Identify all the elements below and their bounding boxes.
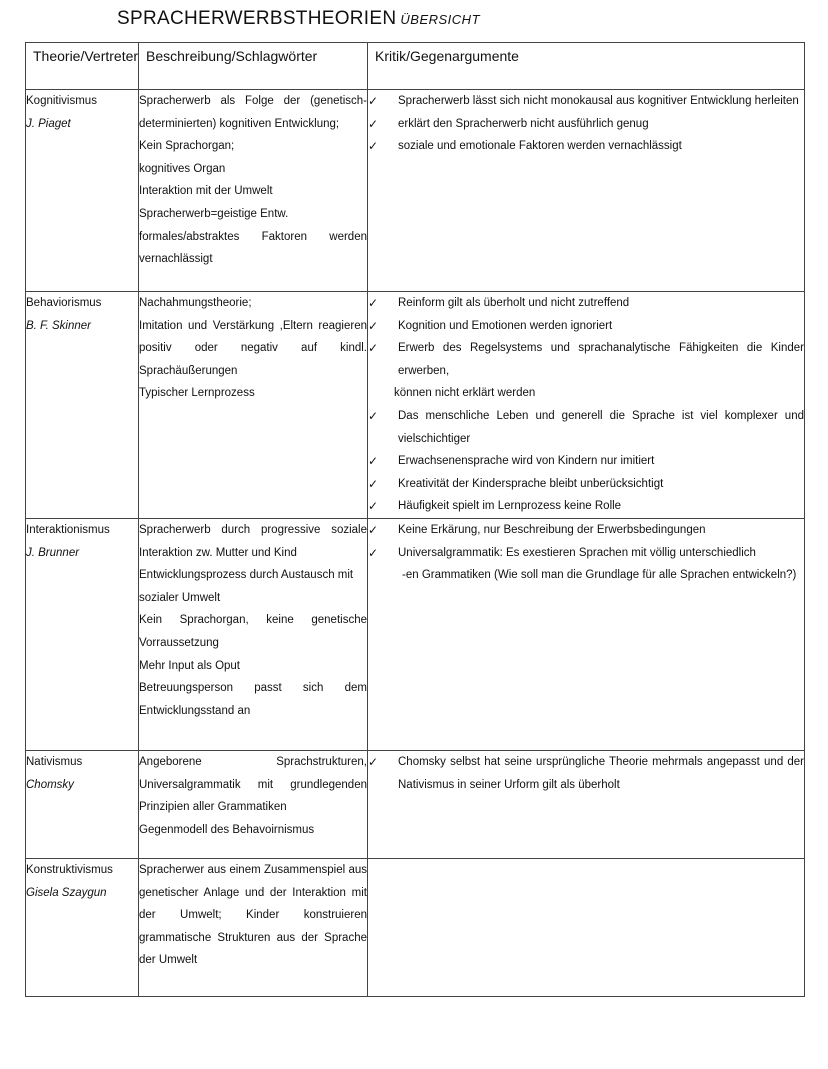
description-line: Angeborene Sprachstrukturen, Universalgrammatik mit grundlegenden Prinzipien aller Grammatiken — [139, 755, 367, 814]
criticism-cell — [368, 518, 805, 750]
criticism-text: Universalgrammatik: Es exestieren Sprachen mit völlig unterschiedlich — [398, 546, 756, 559]
theory-author: J. Piaget — [26, 117, 71, 130]
theory-author: B. F. Skinner — [26, 319, 91, 332]
theory-cell — [26, 518, 139, 750]
description-line: sozialer Umwelt — [139, 591, 221, 604]
description-line: Typischer Lernprozess — [139, 387, 255, 400]
theory-name: Konstruktivismus — [26, 863, 113, 876]
list-item — [368, 315, 804, 338]
header-theory: Theorie/Vertreter — [26, 43, 139, 90]
theory-cell — [26, 90, 139, 292]
header-criticism: Kritik/Gegenargumente — [368, 43, 805, 90]
description-cell — [139, 90, 368, 292]
description-cell — [139, 750, 368, 858]
criticism-list — [368, 519, 804, 587]
list-item — [368, 135, 804, 158]
theory-cell — [26, 750, 139, 858]
list-item — [368, 90, 804, 113]
list-item — [368, 405, 804, 450]
table-row — [26, 858, 805, 996]
criticism-text: Keine Erkärung, nur Beschreibung der Erwerbsbedingungen — [398, 523, 706, 536]
criticism-text: Chomsky selbst hat seine ursprüngliche Theorie mehrmals angepasst und der Nativismus in seiner Urform gilt als überholt — [398, 755, 804, 791]
description-line: Kein Sprachorgan; — [139, 140, 235, 153]
theory-name: Behaviorismus — [26, 297, 102, 309]
list-item — [368, 292, 804, 315]
theory-name: Nativismus — [26, 755, 83, 768]
table-row — [26, 750, 805, 858]
description-line: Mehr Input als Oput — [139, 659, 240, 672]
theory-author: J. Brunner — [26, 546, 80, 559]
theory-name: Interaktionismus — [26, 523, 110, 536]
theories-table — [25, 42, 805, 997]
criticism-list — [368, 751, 804, 796]
list-item — [368, 519, 804, 542]
list-item — [368, 495, 804, 518]
page-title-sub: ÜBERSICHT — [400, 12, 481, 27]
criticism-text: können nicht erklärt werden — [394, 387, 536, 400]
criticism-cell — [368, 858, 805, 996]
checkmark-icon: ✓ — [368, 522, 379, 537]
header-description: Beschreibung/Schlagwörter — [139, 43, 368, 90]
list-item — [368, 473, 804, 496]
description-line: kognitives Organ — [139, 162, 226, 175]
list-item — [368, 337, 804, 382]
table-header-row — [26, 43, 805, 90]
theory-cell — [26, 292, 139, 519]
description-line: Spracherwerb=geistige Entw. — [139, 207, 289, 220]
checkmark-icon: ✓ — [368, 318, 379, 333]
description-line: Interaktion mit der Umwelt — [139, 185, 273, 198]
criticism-text: Kreativität der Kindersprache bleibt unberücksichtigt — [398, 477, 664, 490]
criticism-text: Erwerb des Regelsystems und sprachanalytische Fähigkeiten die Kinder erwerben, — [398, 342, 804, 377]
table-body — [26, 90, 805, 997]
list-item — [368, 113, 804, 136]
list-item — [368, 382, 804, 405]
description-line: Kein Sprachorgan, keine genetische Vorraussetzung — [139, 614, 367, 649]
checkmark-icon: ✓ — [368, 341, 379, 356]
criticism-text: Spracherwerb lässt sich nicht monokausal aus kognitiver Entwicklung herleiten — [398, 95, 799, 107]
checkmark-icon: ✓ — [368, 545, 379, 560]
checkmark-icon: ✓ — [368, 116, 379, 131]
criticism-cell — [368, 292, 805, 519]
list-item — [368, 751, 804, 796]
checkmark-icon: ✓ — [368, 499, 379, 514]
criticism-text: Häufigkeit spielt im Lernprozess keine Rolle — [398, 500, 622, 513]
checkmark-icon: ✓ — [368, 408, 379, 423]
description-line: formales/abstraktes Faktoren werden vernachlässigt — [139, 230, 367, 266]
checkmark-icon: ✓ — [368, 296, 379, 310]
criticism-text: Erwachsenensprache wird von Kindern nur imitiert — [398, 455, 655, 468]
description-line: Spracherwerb als Folge der (genetisch-determinierten) kognitiven Entwicklung; — [139, 95, 367, 130]
checkmark-icon: ✓ — [368, 454, 379, 469]
table-row — [26, 90, 805, 292]
page-title — [117, 8, 480, 30]
criticism-text: erklärt den Spracherwerb nicht ausführlich genug — [398, 117, 649, 130]
description-line: Spracherwerb durch progressive soziale Interaktion zw. Mutter und Kind — [139, 523, 367, 559]
criticism-text: -en Grammatiken (Wie soll man die Grundlage für alle Sprachen entwickeln?) — [402, 569, 797, 582]
page-title-main: SPRACHERWERBSTHEORIEN — [117, 8, 397, 29]
checkmark-icon: ✓ — [368, 476, 379, 491]
criticism-text: Reinform gilt als überholt und nicht zutreffend — [398, 297, 630, 309]
theory-cell — [26, 858, 139, 996]
description-line: Gegenmodell des Behavoirnismus — [139, 823, 315, 836]
description-line: Spracherwer aus einem Zusammenspiel aus genetischer Anlage und der Interaktion mit der Umwelt; Kinder konstruieren grammatische Strukturen aus der Sprache der Umwelt — [139, 863, 367, 967]
criticism-cell — [368, 90, 805, 292]
theory-author: Gisela Szaygun — [26, 886, 107, 899]
description-cell — [139, 858, 368, 996]
criticism-text: Kognition und Emotionen werden ignoriert — [398, 319, 613, 332]
theory-author: Chomsky — [26, 778, 74, 791]
table-row — [26, 292, 805, 519]
description-line: Betreuungsperson passt sich dem Entwicklungsstand an — [139, 682, 367, 717]
list-item — [368, 564, 804, 587]
checkmark-icon: ✓ — [368, 139, 379, 154]
description-line: Nachahmungstheorie; — [139, 297, 252, 309]
criticism-text: Das menschliche Leben und generell die Sprache ist viel komplexer und vielschichtiger — [398, 409, 804, 445]
criticism-cell — [368, 750, 805, 858]
list-item — [368, 542, 804, 565]
checkmark-icon: ✓ — [368, 94, 379, 108]
theory-name: Kognitivismus — [26, 95, 97, 107]
list-item — [368, 450, 804, 473]
table-row — [26, 518, 805, 750]
criticism-list — [368, 292, 804, 518]
description-cell — [139, 518, 368, 750]
criticism-list — [368, 90, 804, 158]
description-line: Imitation und Verstärkung ,Eltern reagieren positiv oder negativ auf kindl. Sprachäußerungen — [139, 319, 367, 377]
description-line: Entwicklungsprozess durch Austausch mit — [139, 569, 354, 582]
criticism-text: soziale und emotionale Faktoren werden vernachlässigt — [398, 140, 682, 153]
checkmark-icon: ✓ — [368, 754, 379, 769]
description-cell — [139, 292, 368, 519]
